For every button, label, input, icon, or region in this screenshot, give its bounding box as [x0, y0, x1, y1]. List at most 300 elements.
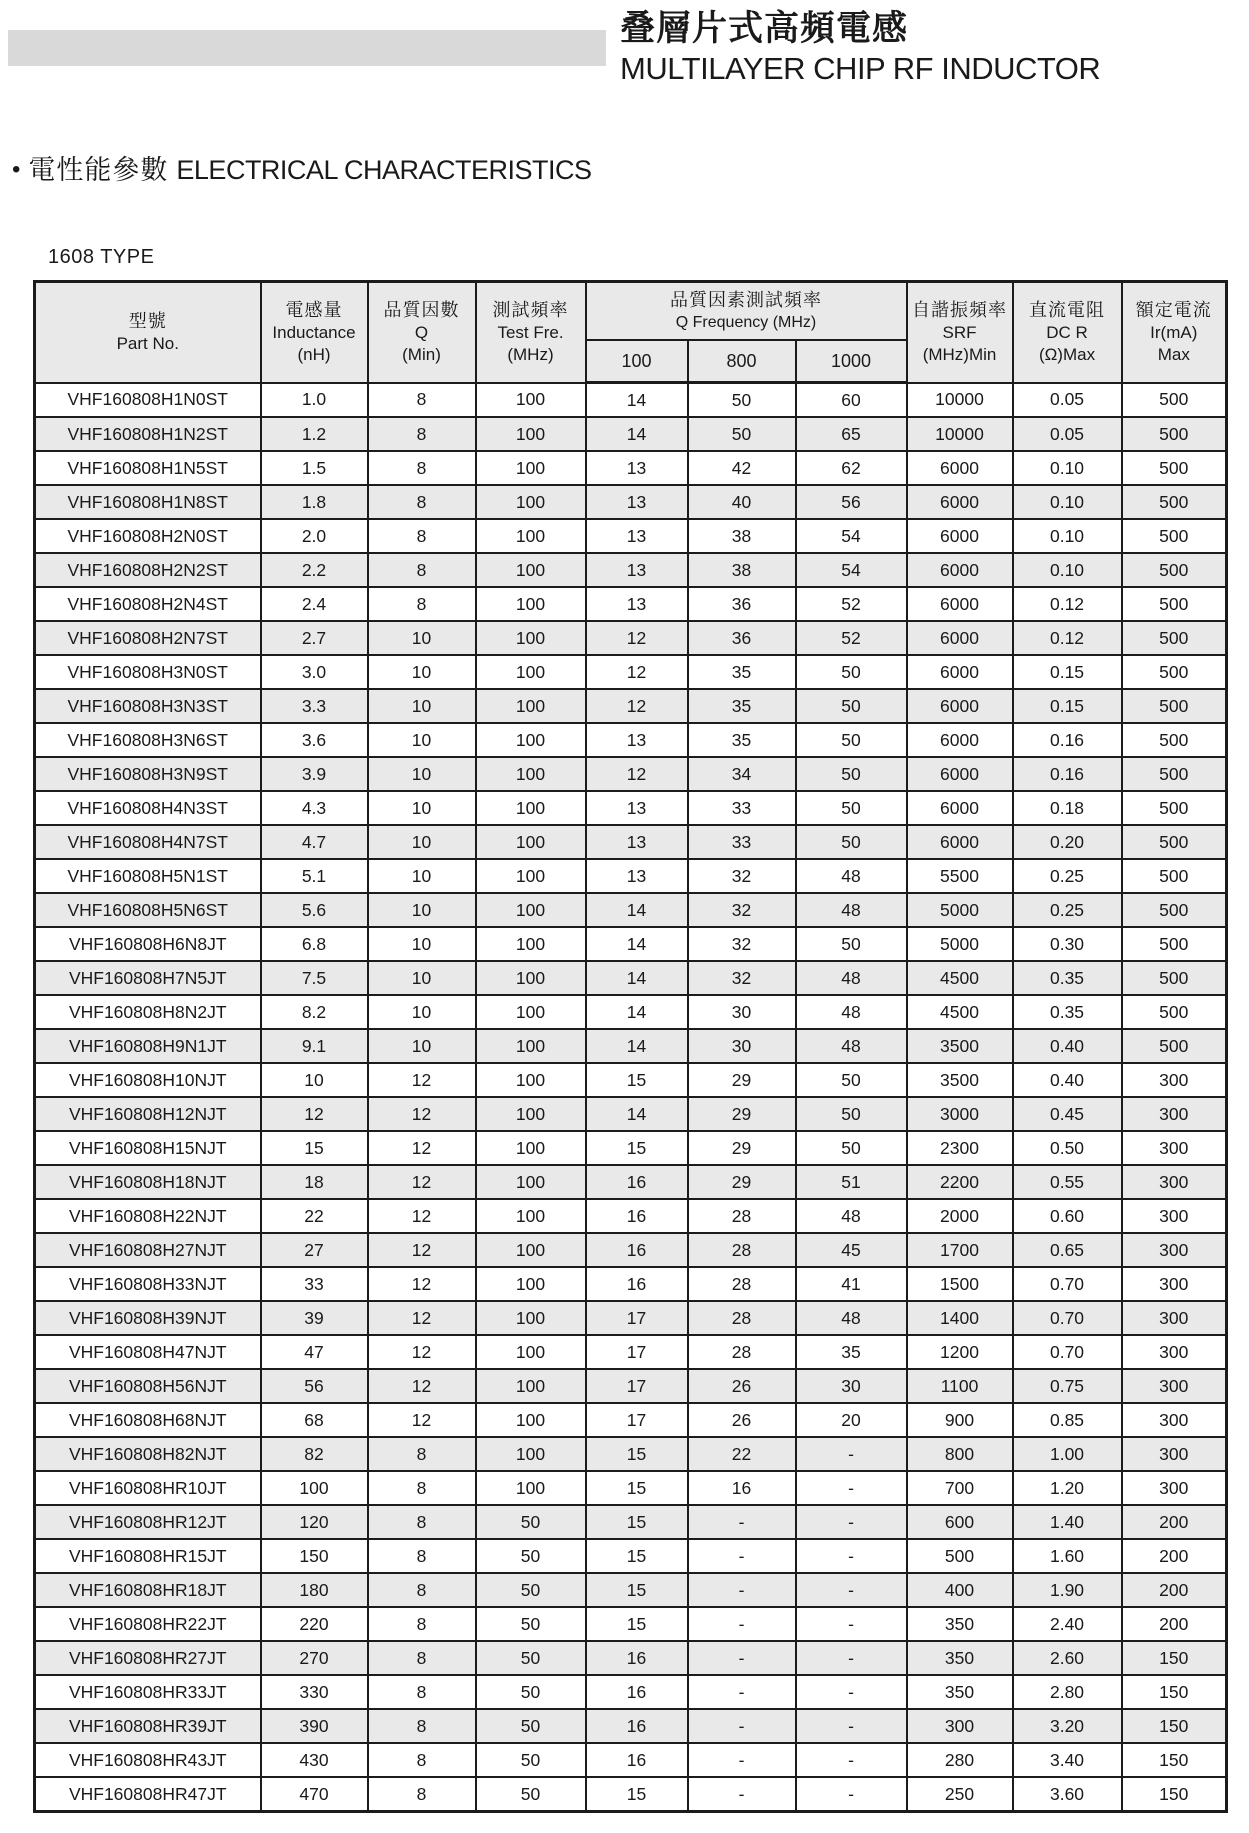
col-header-q-800: 800: [688, 340, 796, 383]
cell-q-at-800: 22: [688, 1437, 796, 1471]
cell-part-no: VHF160808H4N3ST: [35, 791, 261, 825]
cell-srf-mhz-min: 6000: [907, 723, 1013, 757]
cell-srf-mhz-min: 300: [907, 1709, 1013, 1743]
cell-test-freq-mhz: 100: [476, 859, 586, 893]
cell-part-no: VHF160808H7N5JT: [35, 961, 261, 995]
cell-srf-mhz-min: 2300: [907, 1131, 1013, 1165]
cell-q-at-1000: 65: [796, 417, 907, 451]
col-header-inductance: 電感量 Inductance (nH): [261, 282, 368, 383]
cell-q-at-800: 29: [688, 1131, 796, 1165]
table-row: [35, 1029, 1227, 1063]
cell-q-min: 10: [368, 859, 476, 893]
section-heading-chinese: 電性能參數: [28, 155, 169, 185]
cell-dcr-ohm-max: 0.25: [1013, 893, 1122, 927]
table-row: [35, 1063, 1227, 1097]
cell-test-freq-mhz: 100: [476, 655, 586, 689]
cell-srf-mhz-min: 3500: [907, 1063, 1013, 1097]
cell-dcr-ohm-max: 0.15: [1013, 689, 1122, 723]
cell-srf-mhz-min: 600: [907, 1505, 1013, 1539]
cell-dcr-ohm-max: 3.20: [1013, 1709, 1122, 1743]
cell-ir-ma-max: 500: [1122, 757, 1227, 791]
cell-part-no: VHF160808H1N8ST: [35, 485, 261, 519]
cell-q-at-800: 28: [688, 1301, 796, 1335]
cell-q-min: 10: [368, 927, 476, 961]
cell-test-freq-mhz: 100: [476, 995, 586, 1029]
table-row: [35, 1097, 1227, 1131]
cell-q-at-1000: 48: [796, 995, 907, 1029]
cell-inductance-nh: 47: [261, 1335, 368, 1369]
cell-q-at-100: 12: [586, 757, 688, 791]
page-title-chinese: 叠層片式高頻電感: [620, 9, 909, 48]
cell-q-min: 8: [368, 485, 476, 519]
header-row-top: [35, 282, 1227, 341]
cell-q-min: 8: [368, 1471, 476, 1505]
cell-ir-ma-max: 300: [1122, 1097, 1227, 1131]
cell-ir-ma-max: 300: [1122, 1369, 1227, 1403]
cell-q-at-800: 42: [688, 451, 796, 485]
cell-srf-mhz-min: 10000: [907, 417, 1013, 451]
cell-q-at-100: 13: [586, 485, 688, 519]
table-row: [35, 995, 1227, 1029]
cell-srf-mhz-min: 350: [907, 1641, 1013, 1675]
cell-dcr-ohm-max: 0.55: [1013, 1165, 1122, 1199]
cell-inductance-nh: 2.7: [261, 621, 368, 655]
cell-ir-ma-max: 500: [1122, 825, 1227, 859]
cell-q-min: 8: [368, 519, 476, 553]
cell-dcr-ohm-max: 0.20: [1013, 825, 1122, 859]
cell-dcr-ohm-max: 0.70: [1013, 1267, 1122, 1301]
cell-q-at-800: -: [688, 1607, 796, 1641]
cell-inductance-nh: 56: [261, 1369, 368, 1403]
col-header-q-1000: 1000: [796, 340, 907, 383]
cell-srf-mhz-min: 6000: [907, 655, 1013, 689]
cell-dcr-ohm-max: 0.50: [1013, 1131, 1122, 1165]
cell-q-at-800: 30: [688, 1029, 796, 1063]
cell-dcr-ohm-max: 0.75: [1013, 1369, 1122, 1403]
cell-q-min: 8: [368, 1743, 476, 1777]
cell-srf-mhz-min: 1400: [907, 1301, 1013, 1335]
cell-test-freq-mhz: 100: [476, 1471, 586, 1505]
cell-q-min: 8: [368, 1675, 476, 1709]
cell-ir-ma-max: 150: [1122, 1675, 1227, 1709]
cell-part-no: VHF160808H6N8JT: [35, 927, 261, 961]
cell-q-at-800: 36: [688, 587, 796, 621]
cell-inductance-nh: 150: [261, 1539, 368, 1573]
cell-dcr-ohm-max: 0.45: [1013, 1097, 1122, 1131]
cell-q-at-100: 17: [586, 1403, 688, 1437]
cell-q-min: 10: [368, 689, 476, 723]
cell-ir-ma-max: 300: [1122, 1301, 1227, 1335]
cell-part-no: VHF160808H3N6ST: [35, 723, 261, 757]
cell-inductance-nh: 180: [261, 1573, 368, 1607]
cell-inductance-nh: 3.0: [261, 655, 368, 689]
cell-inductance-nh: 390: [261, 1709, 368, 1743]
cell-ir-ma-max: 200: [1122, 1539, 1227, 1573]
cell-q-at-100: 17: [586, 1301, 688, 1335]
cell-srf-mhz-min: 4500: [907, 995, 1013, 1029]
cell-q-min: 8: [368, 1777, 476, 1812]
cell-test-freq-mhz: 100: [476, 1335, 586, 1369]
cell-inductance-nh: 1.5: [261, 451, 368, 485]
cell-ir-ma-max: 300: [1122, 1267, 1227, 1301]
cell-q-at-800: 32: [688, 961, 796, 995]
cell-test-freq-mhz: 100: [476, 519, 586, 553]
cell-dcr-ohm-max: 0.35: [1013, 961, 1122, 995]
cell-dcr-ohm-max: 0.16: [1013, 757, 1122, 791]
cell-part-no: VHF160808HR12JT: [35, 1505, 261, 1539]
table-row: [35, 927, 1227, 961]
cell-srf-mhz-min: 5500: [907, 859, 1013, 893]
cell-test-freq-mhz: 50: [476, 1607, 586, 1641]
cell-q-min: 10: [368, 723, 476, 757]
cell-test-freq-mhz: 50: [476, 1539, 586, 1573]
cell-dcr-ohm-max: 2.60: [1013, 1641, 1122, 1675]
cell-part-no: VHF160808HR27JT: [35, 1641, 261, 1675]
cell-inductance-nh: 120: [261, 1505, 368, 1539]
cell-q-at-100: 13: [586, 791, 688, 825]
cell-q-at-1000: 50: [796, 927, 907, 961]
cell-q-at-1000: 56: [796, 485, 907, 519]
cell-dcr-ohm-max: 3.60: [1013, 1777, 1122, 1812]
cell-q-min: 10: [368, 791, 476, 825]
cell-q-at-1000: -: [796, 1437, 907, 1471]
table-body: [35, 383, 1227, 1812]
cell-q-at-100: 13: [586, 723, 688, 757]
cell-test-freq-mhz: 100: [476, 1267, 586, 1301]
table-row: [35, 655, 1227, 689]
cell-ir-ma-max: 300: [1122, 1063, 1227, 1097]
cell-ir-ma-max: 500: [1122, 621, 1227, 655]
cell-srf-mhz-min: 4500: [907, 961, 1013, 995]
cell-srf-mhz-min: 5000: [907, 927, 1013, 961]
cell-part-no: VHF160808H3N3ST: [35, 689, 261, 723]
cell-q-at-100: 15: [586, 1437, 688, 1471]
cell-ir-ma-max: 500: [1122, 417, 1227, 451]
cell-q-at-1000: 50: [796, 689, 907, 723]
cell-srf-mhz-min: 800: [907, 1437, 1013, 1471]
cell-test-freq-mhz: 100: [476, 587, 586, 621]
cell-q-at-800: -: [688, 1743, 796, 1777]
cell-ir-ma-max: 150: [1122, 1777, 1227, 1812]
cell-srf-mhz-min: 6000: [907, 757, 1013, 791]
cell-inductance-nh: 4.7: [261, 825, 368, 859]
table-row: [35, 1539, 1227, 1573]
table-header: [35, 282, 1227, 383]
cell-q-at-800: -: [688, 1709, 796, 1743]
cell-q-at-1000: -: [796, 1505, 907, 1539]
cell-q-at-100: 14: [586, 927, 688, 961]
cell-dcr-ohm-max: 3.40: [1013, 1743, 1122, 1777]
cell-dcr-ohm-max: 2.40: [1013, 1607, 1122, 1641]
cell-test-freq-mhz: 100: [476, 1233, 586, 1267]
cell-q-at-100: 13: [586, 859, 688, 893]
cell-q-at-1000: 48: [796, 1029, 907, 1063]
cell-ir-ma-max: 150: [1122, 1709, 1227, 1743]
cell-q-at-100: 14: [586, 1029, 688, 1063]
cell-q-at-100: 12: [586, 689, 688, 723]
cell-srf-mhz-min: 900: [907, 1403, 1013, 1437]
cell-inductance-nh: 18: [261, 1165, 368, 1199]
cell-dcr-ohm-max: 0.60: [1013, 1199, 1122, 1233]
cell-part-no: VHF160808H1N2ST: [35, 417, 261, 451]
cell-dcr-ohm-max: 1.90: [1013, 1573, 1122, 1607]
cell-q-at-100: 16: [586, 1641, 688, 1675]
cell-srf-mhz-min: 6000: [907, 621, 1013, 655]
cell-inductance-nh: 1.2: [261, 417, 368, 451]
cell-inductance-nh: 220: [261, 1607, 368, 1641]
cell-ir-ma-max: 500: [1122, 893, 1227, 927]
cell-part-no: VHF160808H2N4ST: [35, 587, 261, 621]
cell-srf-mhz-min: 3500: [907, 1029, 1013, 1063]
cell-q-at-1000: -: [796, 1539, 907, 1573]
cell-q-at-800: 33: [688, 825, 796, 859]
cell-dcr-ohm-max: 0.70: [1013, 1301, 1122, 1335]
cell-inductance-nh: 1.8: [261, 485, 368, 519]
cell-q-at-1000: 48: [796, 961, 907, 995]
cell-part-no: VHF160808H1N5ST: [35, 451, 261, 485]
type-label: 1608 TYPE: [48, 246, 155, 268]
cell-q-at-800: 50: [688, 383, 796, 418]
cell-ir-ma-max: 500: [1122, 859, 1227, 893]
cell-test-freq-mhz: 50: [476, 1709, 586, 1743]
table-row: [35, 961, 1227, 995]
cell-q-at-100: 13: [586, 451, 688, 485]
section-heading-english: ELECTRICAL CHARACTERISTICS: [176, 155, 592, 185]
cell-q-at-800: 29: [688, 1097, 796, 1131]
cell-q-at-100: 12: [586, 621, 688, 655]
table-row: [35, 1777, 1227, 1812]
cell-part-no: VHF160808H33NJT: [35, 1267, 261, 1301]
cell-inductance-nh: 22: [261, 1199, 368, 1233]
cell-q-at-100: 14: [586, 961, 688, 995]
cell-ir-ma-max: 500: [1122, 689, 1227, 723]
cell-part-no: VHF160808H15NJT: [35, 1131, 261, 1165]
cell-inductance-nh: 82: [261, 1437, 368, 1471]
cell-q-at-100: 12: [586, 655, 688, 689]
table-row: [35, 1437, 1227, 1471]
cell-srf-mhz-min: 700: [907, 1471, 1013, 1505]
cell-ir-ma-max: 500: [1122, 519, 1227, 553]
cell-q-at-100: 17: [586, 1369, 688, 1403]
cell-q-at-1000: 50: [796, 1131, 907, 1165]
cell-ir-ma-max: 150: [1122, 1743, 1227, 1777]
cell-q-at-800: 28: [688, 1267, 796, 1301]
cell-part-no: VHF160808H22NJT: [35, 1199, 261, 1233]
cell-test-freq-mhz: 100: [476, 927, 586, 961]
table-row: [35, 1131, 1227, 1165]
table-row: [35, 859, 1227, 893]
cell-srf-mhz-min: 6000: [907, 451, 1013, 485]
cell-part-no: VHF160808H1N0ST: [35, 383, 261, 418]
cell-q-min: 12: [368, 1301, 476, 1335]
table-row: [35, 893, 1227, 927]
cell-test-freq-mhz: 100: [476, 417, 586, 451]
cell-q-at-800: 28: [688, 1233, 796, 1267]
cell-inductance-nh: 68: [261, 1403, 368, 1437]
cell-ir-ma-max: 500: [1122, 723, 1227, 757]
cell-srf-mhz-min: 2000: [907, 1199, 1013, 1233]
cell-q-at-1000: -: [796, 1777, 907, 1812]
cell-q-min: 12: [368, 1165, 476, 1199]
cell-ir-ma-max: 500: [1122, 451, 1227, 485]
cell-test-freq-mhz: 50: [476, 1573, 586, 1607]
table-row: [35, 689, 1227, 723]
cell-q-min: 8: [368, 1437, 476, 1471]
col-header-dcr: 直流電阻 DC R (Ω)Max: [1013, 282, 1122, 383]
cell-dcr-ohm-max: 0.25: [1013, 859, 1122, 893]
table-row: [35, 417, 1227, 451]
cell-q-at-100: 13: [586, 825, 688, 859]
page-title-english: MULTILAYER CHIP RF INDUCTOR: [620, 50, 1101, 86]
table-row: [35, 1709, 1227, 1743]
cell-dcr-ohm-max: 0.05: [1013, 383, 1122, 418]
bullet-icon: •: [12, 156, 21, 183]
cell-q-at-800: 29: [688, 1063, 796, 1097]
cell-inductance-nh: 9.1: [261, 1029, 368, 1063]
cell-srf-mhz-min: 350: [907, 1675, 1013, 1709]
cell-q-min: 10: [368, 961, 476, 995]
cell-q-min: 8: [368, 1709, 476, 1743]
cell-part-no: VHF160808H3N0ST: [35, 655, 261, 689]
cell-srf-mhz-min: 1500: [907, 1267, 1013, 1301]
cell-q-at-1000: 48: [796, 1301, 907, 1335]
cell-dcr-ohm-max: 0.70: [1013, 1335, 1122, 1369]
cell-dcr-ohm-max: 0.05: [1013, 417, 1122, 451]
cell-inductance-nh: 100: [261, 1471, 368, 1505]
cell-q-at-1000: 45: [796, 1233, 907, 1267]
cell-q-at-1000: 48: [796, 1199, 907, 1233]
table-row: [35, 1403, 1227, 1437]
cell-q-at-100: 16: [586, 1709, 688, 1743]
cell-ir-ma-max: 300: [1122, 1131, 1227, 1165]
cell-dcr-ohm-max: 1.40: [1013, 1505, 1122, 1539]
cell-test-freq-mhz: 100: [476, 1437, 586, 1471]
cell-part-no: VHF160808HR15JT: [35, 1539, 261, 1573]
cell-q-at-100: 14: [586, 417, 688, 451]
table-row: [35, 383, 1227, 418]
col-header-srf: 自諧振頻率 SRF (MHz)Min: [907, 282, 1013, 383]
table-row: [35, 1335, 1227, 1369]
cell-ir-ma-max: 500: [1122, 383, 1227, 418]
cell-q-at-800: 26: [688, 1403, 796, 1437]
cell-part-no: VHF160808H82NJT: [35, 1437, 261, 1471]
cell-test-freq-mhz: 100: [476, 621, 586, 655]
cell-q-at-100: 16: [586, 1165, 688, 1199]
cell-srf-mhz-min: 5000: [907, 893, 1013, 927]
cell-inductance-nh: 330: [261, 1675, 368, 1709]
cell-q-at-800: -: [688, 1777, 796, 1812]
cell-q-at-100: 13: [586, 519, 688, 553]
cell-q-at-800: -: [688, 1675, 796, 1709]
table-row: [35, 485, 1227, 519]
cell-ir-ma-max: 300: [1122, 1403, 1227, 1437]
table-row: [35, 587, 1227, 621]
cell-part-no: VHF160808H47NJT: [35, 1335, 261, 1369]
cell-q-at-100: 15: [586, 1131, 688, 1165]
cell-test-freq-mhz: 100: [476, 1369, 586, 1403]
cell-part-no: VHF160808HR10JT: [35, 1471, 261, 1505]
cell-part-no: VHF160808H12NJT: [35, 1097, 261, 1131]
cell-srf-mhz-min: 3000: [907, 1097, 1013, 1131]
table-row: [35, 553, 1227, 587]
cell-srf-mhz-min: 6000: [907, 791, 1013, 825]
table-row: [35, 621, 1227, 655]
cell-q-at-100: 14: [586, 1097, 688, 1131]
cell-inductance-nh: 12: [261, 1097, 368, 1131]
cell-part-no: VHF160808H68NJT: [35, 1403, 261, 1437]
cell-dcr-ohm-max: 1.00: [1013, 1437, 1122, 1471]
cell-q-min: 10: [368, 825, 476, 859]
cell-q-at-1000: 54: [796, 519, 907, 553]
cell-test-freq-mhz: 100: [476, 485, 586, 519]
cell-srf-mhz-min: 6000: [907, 553, 1013, 587]
table-row: [35, 791, 1227, 825]
cell-q-min: 10: [368, 757, 476, 791]
cell-q-at-1000: 51: [796, 1165, 907, 1199]
cell-part-no: VHF160808H2N0ST: [35, 519, 261, 553]
cell-inductance-nh: 2.4: [261, 587, 368, 621]
cell-q-at-800: 36: [688, 621, 796, 655]
cell-test-freq-mhz: 100: [476, 451, 586, 485]
cell-part-no: VHF160808H27NJT: [35, 1233, 261, 1267]
cell-ir-ma-max: 300: [1122, 1199, 1227, 1233]
cell-inductance-nh: 6.8: [261, 927, 368, 961]
cell-q-at-100: 13: [586, 587, 688, 621]
cell-test-freq-mhz: 100: [476, 791, 586, 825]
cell-q-at-1000: 62: [796, 451, 907, 485]
cell-q-at-1000: 50: [796, 1063, 907, 1097]
cell-q-at-1000: 52: [796, 587, 907, 621]
cell-q-at-1000: 50: [796, 655, 907, 689]
cell-q-at-800: 16: [688, 1471, 796, 1505]
cell-ir-ma-max: 500: [1122, 927, 1227, 961]
table-row: [35, 519, 1227, 553]
cell-q-at-1000: -: [796, 1743, 907, 1777]
cell-ir-ma-max: 300: [1122, 1165, 1227, 1199]
cell-q-min: 12: [368, 1097, 476, 1131]
cell-q-at-100: 14: [586, 893, 688, 927]
cell-srf-mhz-min: 6000: [907, 825, 1013, 859]
electrical-characteristics-table: [33, 280, 1228, 1813]
cell-ir-ma-max: 300: [1122, 1233, 1227, 1267]
cell-test-freq-mhz: 100: [476, 383, 586, 418]
cell-q-at-800: -: [688, 1505, 796, 1539]
cell-test-freq-mhz: 100: [476, 1199, 586, 1233]
cell-inductance-nh: 2.2: [261, 553, 368, 587]
cell-part-no: VHF160808HR47JT: [35, 1777, 261, 1812]
cell-ir-ma-max: 200: [1122, 1607, 1227, 1641]
cell-q-at-100: 15: [586, 1505, 688, 1539]
cell-q-at-800: 38: [688, 519, 796, 553]
cell-test-freq-mhz: 100: [476, 553, 586, 587]
cell-ir-ma-max: 300: [1122, 1335, 1227, 1369]
cell-srf-mhz-min: 250: [907, 1777, 1013, 1812]
cell-test-freq-mhz: 100: [476, 757, 586, 791]
cell-srf-mhz-min: 10000: [907, 383, 1013, 418]
cell-inductance-nh: 1.0: [261, 383, 368, 418]
cell-q-at-1000: -: [796, 1641, 907, 1675]
cell-q-at-800: 30: [688, 995, 796, 1029]
cell-dcr-ohm-max: 0.85: [1013, 1403, 1122, 1437]
cell-test-freq-mhz: 100: [476, 961, 586, 995]
cell-srf-mhz-min: 2200: [907, 1165, 1013, 1199]
cell-test-freq-mhz: 50: [476, 1743, 586, 1777]
cell-part-no: VHF160808H56NJT: [35, 1369, 261, 1403]
cell-dcr-ohm-max: 0.12: [1013, 621, 1122, 655]
cell-q-at-100: 15: [586, 1607, 688, 1641]
cell-q-at-100: 13: [586, 553, 688, 587]
cell-dcr-ohm-max: 0.65: [1013, 1233, 1122, 1267]
